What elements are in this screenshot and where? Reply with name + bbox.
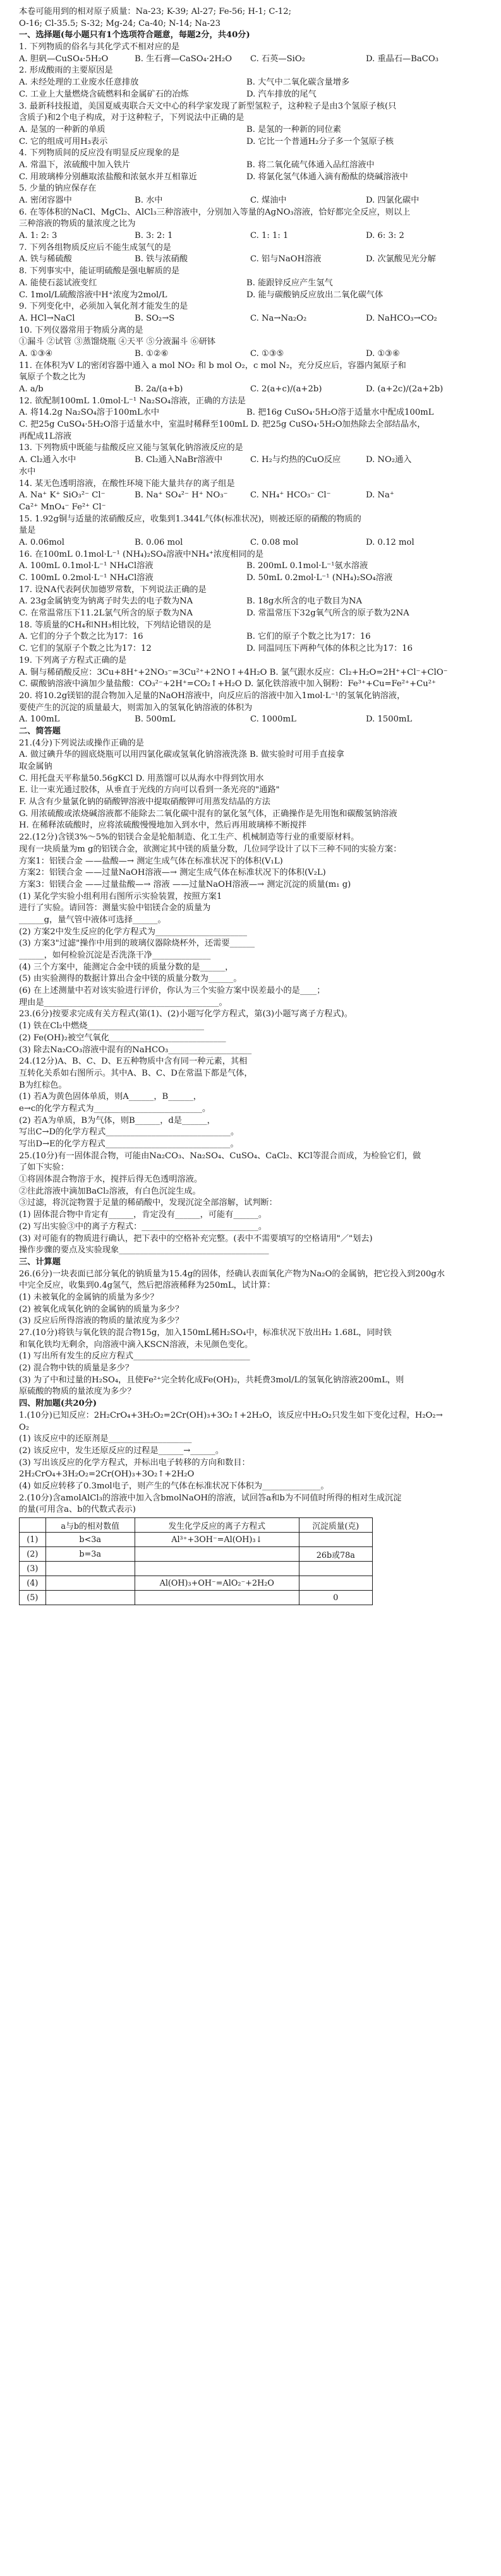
option-item: C. 用玻璃棒分别蘸取浓盐酸和浓氨水并互相靠近 <box>19 172 197 182</box>
table-cell: b<3a <box>45 1533 135 1547</box>
text-line: C. 把25g CuSO₄·5H₂O溶于适量水中，室温时稀释至100mL D. 把25g CuSO₄·5H₂O加热除去全部结晶水， <box>19 420 426 430</box>
section-heading: 二、简答题 <box>19 726 61 736</box>
table-row <box>20 1547 373 1562</box>
text-line: (3) 方案3"过滤"操作中用到的玻璃仪器除烧杯外，还需要______ <box>19 939 255 949</box>
blank-space <box>19 1608 483 1668</box>
option-item: A. HCl→NaCl <box>19 313 75 323</box>
option-item: C. 100mL 0.2mol·L⁻¹ NH₄Cl溶液 <box>19 573 154 583</box>
option-item: C. 0.08 mol <box>250 537 299 547</box>
text-line: 了如下实验： <box>19 1163 69 1173</box>
option-row <box>19 172 483 184</box>
text-line: 19. 下列离子方程式正确的是 <box>19 655 127 665</box>
option-item: A. 胆矾—CuSO₄·5H₂O <box>19 54 109 64</box>
option-item: A. 100mL 0.1mol·L⁻¹ NH₄Cl溶液 <box>19 561 154 571</box>
text-line: 进行了实验。请回答：测量实验中铝镁合金的质量为 <box>19 903 211 913</box>
option-item: A. 是氢的一种新的单质 <box>19 124 106 134</box>
text-line: 15. 1.92g铜与适量的浓硝酸反应，收集到1.344L气体(标准状况)，则被还原的硝酸的物质的 <box>19 514 361 524</box>
option-item: C. 工业上大量燃烧含硫燃料和金属矿石的冶炼 <box>19 89 189 99</box>
text-line: 和氧化铁均无剩余，向溶液中滴入KSCN溶液，未见颜色变化。 <box>19 1339 253 1350</box>
table-row <box>20 1591 373 1605</box>
text-line: (5) 由实验测得的数据计算出合金中镁的质量分数为______。 <box>19 974 242 984</box>
text-line: 取金属钠 <box>19 762 52 771</box>
option-row <box>19 54 483 66</box>
option-item: B. 200mL 0.1mol·L⁻¹氨水溶液 <box>246 561 368 571</box>
option-item: D. 次氯酸见光分解 <box>366 254 436 264</box>
text-line: C. 碳酸钠溶液中滴加少量盐酸：CO₃²⁻+2H⁺=CO₂↑+H₂O D. 氯化铁溶液中加入铜粉：Fe³⁺+Cu=Fe²⁺+Cu²⁺ <box>19 679 436 689</box>
text-line: (1) 未被氧化的金属钠的质量为多少？ <box>19 1292 159 1302</box>
option-item: D. 将氯化氢气体通入滴有酚酞的烧碱溶液中 <box>246 172 408 182</box>
option-item: B. 2a/(a+b) <box>135 384 183 394</box>
table-cell: (4) <box>20 1576 46 1591</box>
option-item: D. NO₂通入 <box>366 455 412 465</box>
option-item: D. 它比一个普通H₂分子多一个氢原子核 <box>246 136 394 146</box>
option-item: B. 把16g CuSO₄·5H₂O溶于适量水中配成100mL <box>246 408 434 418</box>
text-line: 22.(12分)含镁3%～5%的铝镁合金是轮船制造、化工生产、机械制造等行业的重要原材料。 <box>19 833 359 843</box>
option-item: D. 四氯化碳中 <box>366 196 420 205</box>
option-item: D. (a+2c)/(2a+2b) <box>366 384 444 394</box>
text-line: A. 做过碘升华的圆底烧瓶可以用四氯化碳或氢氧化钠溶液洗涤 B. 做实验时可用手直接拿 <box>19 750 344 760</box>
section-heading: 一、选择题(每小题只有1个选项符合题意，每题2分，共40分) <box>19 30 250 40</box>
option-item: B. 0.06 mol <box>135 537 183 547</box>
text-line: 水中 <box>19 466 36 477</box>
text-line: 9. 下列变化中，必须加入氧化剂才能发生的是 <box>19 302 188 312</box>
option-item: C. 煤油中 <box>250 196 287 205</box>
table-cell: (1) <box>20 1533 46 1547</box>
option-row <box>19 384 483 396</box>
option-item: C. ①③⑤ <box>250 348 284 359</box>
table-cell <box>299 1533 372 1547</box>
text-line: 18. 等质量的CH₄和NH₃相比较，下列结论错误的是 <box>19 620 212 630</box>
option-item: C. 它们的氢原子个数之比为17：12 <box>19 644 152 654</box>
text-line: 理由是__________________________________________。 <box>19 997 227 1007</box>
table-cell <box>45 1591 135 1605</box>
text-line: (3) 对可能有的物质进行确认，把下表中的空格补充完整。(表中不需要填写的空格请用"／"划去) <box>19 1233 373 1243</box>
text-line: 再配成1L溶液 <box>19 431 72 441</box>
option-row <box>19 290 483 302</box>
text-line: O-16; Cl-35.5; S-32; Mg-24; Ca-40; N-14; Na-23 <box>19 18 221 28</box>
option-item: A. 能使石蕊试液变红 <box>19 278 97 288</box>
option-row <box>19 89 483 101</box>
text-line: 10. 下列仪器常用于物质分离的是 <box>19 325 143 335</box>
text-line: 方案1：铝镁合金 ——盐酸—→ 测定生成气体在标准状况下的体积(V₁L) <box>19 856 283 866</box>
option-row <box>19 537 483 549</box>
text-line: H. 在稀释浓硫酸时，应将浓硫酸慢慢地加入到水中，然后再用玻璃棒不断搅拌 <box>19 821 307 831</box>
option-item: A. 100mL <box>19 715 60 725</box>
table-cell: 26b或78a <box>299 1547 372 1562</box>
option-item: B. 将二氧化硫气体通入品红溶液中 <box>246 160 375 170</box>
option-row <box>19 490 483 502</box>
text-line: (1) 该反应中的还原剂是____________________ <box>19 1434 192 1444</box>
text-line: 12. 欲配制100mL 1.0mol·L⁻¹ Na₂SO₄溶液，正确的方法是 <box>19 396 246 406</box>
text-line: 11. 在体积为V L的密闭容器中通入 a mol NO₂ 和 b mol O₂，c mol N₂，充分反应后，容器内氮原子和 <box>19 360 406 371</box>
table-cell <box>45 1562 135 1576</box>
text-line: A. 铜与稀硝酸反应：3Cu+8H⁺+2NO₃⁻=3Cu²⁺+2NO↑+4H₂O B. 氯气跟水反应：Cl₂+H₂O=2H⁺+Cl⁻+ClO⁻ <box>19 667 448 677</box>
text-line: 原硫酸的物质的量浓度为多少？ <box>19 1387 136 1397</box>
option-item: D. 汽车排放的尾气 <box>246 89 317 99</box>
option-item: C. 1mol/L硫酸溶液中H⁺浓度为2mol/L <box>19 290 167 300</box>
option-row <box>19 77 483 89</box>
option-item: A. 未经处理的工业废水任意排放 <box>19 78 139 88</box>
text-line: 方案3：铝镁合金 ——过量盐酸—→ 溶液 ——过量NaOH溶液—→ 测定沉淀的质量(m₁ g) <box>19 879 351 889</box>
option-item: C. NH₄⁺ HCO₃⁻ Cl⁻ <box>250 490 331 501</box>
text-line: 23.(6分)按要求完成有关方程式(第(1)、(2)小题写化学方程式，第(3)小题写离子方程式)。 <box>19 1009 353 1019</box>
answer-table <box>19 1517 373 1605</box>
option-item: C. 2(a+c)/(a+2b) <box>250 384 322 394</box>
text-line: 量是 <box>19 526 36 536</box>
text-line: (1) 某化学实验小组利用右图所示实验装置，按照方案1 <box>19 891 222 901</box>
option-item: B. 3: 2: 1 <box>135 231 173 241</box>
option-item: B. 水中 <box>135 196 163 205</box>
option-row <box>19 230 483 242</box>
text-line: (2) 混合物中铁的质量是多少？ <box>19 1363 134 1374</box>
text-line: G. 用浓硫酸或浓烧碱溶液都不能除去二氧化碳中混有的氯化氢气体，正确操作是先用饱和碳酸氢钠溶液 <box>19 809 397 819</box>
table-row <box>20 1533 373 1547</box>
text-line: 2H₂CrO₄+3H₂O₂=2Cr(OH)₃+3O₂↑+2H₂O <box>19 1469 195 1480</box>
option-item: B. 它们的原子个数之比为17：16 <box>246 632 371 642</box>
text-line: (2) Fe(OH)₂被空气氧化____________________________ <box>19 1033 226 1043</box>
option-item: A. Cl₂通入水中 <box>19 455 76 465</box>
table-cell: (3) <box>20 1562 46 1576</box>
text-line: 26.(6分)一块表面已部分氧化的钠质量为15.4g的固体，经确认表面氧化产物为Na₂O的金属钠，把它投入到200g水 <box>19 1269 445 1279</box>
text-line: (4) 如反应转移了0.3mol电子，则产生的气体在标准状况下体积为______________。 <box>19 1481 329 1491</box>
text-line: O₂ <box>19 1422 30 1432</box>
option-row <box>19 348 483 360</box>
option-item: D. 常温常压下32g氧气所含的原子数为2NA <box>246 608 409 619</box>
text-line: 氧原子个数之比为 <box>19 372 86 383</box>
text-line: 2.(10分)含amolAlCl₃的溶液中加入含bmolNaOH的溶液，试回答a和b为不同值时所得的相对生成沉淀 <box>19 1493 402 1503</box>
option-item: B. ①②⑥ <box>135 348 169 359</box>
text-line: ______g，量气管中液体可选择______。 <box>19 915 166 925</box>
table-cell: (5) <box>20 1591 46 1605</box>
option-item: D. 1500mL <box>366 715 413 725</box>
option-item: C. H₂与灼热的CuO反应 <box>250 455 341 465</box>
option-item: A. 铁与稀硫酸 <box>19 254 72 264</box>
option-item: C. 1000mL <box>250 715 296 725</box>
table-header-cell <box>20 1518 46 1533</box>
option-item: A. a/b <box>19 384 44 394</box>
option-item: A. 密闭容器中 <box>19 196 72 205</box>
option-row <box>19 254 483 266</box>
text-line: 要使产生的沉淀的质量最大，则需加入的氢氧化钠溶液的体积为 <box>19 703 253 713</box>
option-row <box>19 195 483 207</box>
option-item: A. Na⁺ K⁺ SiO₃²⁻ Cl⁻ <box>19 490 106 501</box>
table-cell <box>135 1591 299 1605</box>
option-item: B. SO₂→S <box>135 313 175 323</box>
option-item: B. Cl₂通入NaBr溶液中 <box>135 455 223 465</box>
option-item: A. 常温下，浓硫酸中加入铁片 <box>19 160 131 170</box>
option-item: B. 是氢的一种新的同位素 <box>246 124 341 134</box>
table-cell <box>299 1562 372 1576</box>
text-line: 的量(可用含a、b的代数式表示) <box>19 1505 136 1515</box>
option-item: D. NaHCO₃→CO₂ <box>366 313 437 323</box>
option-row <box>19 608 483 620</box>
text-line: (3) 反应后所得溶液的物质的量浓度为多少？ <box>19 1316 184 1326</box>
option-item: A. 0.06mol <box>19 537 64 547</box>
option-item: D. 50mL 0.2mol·L⁻¹ (NH₄)₂SO₄溶液 <box>246 573 393 583</box>
text-line: 3. 最新科技报道，美国夏威夷联合天文中心的科学家发现了新型氢粒子，这种粒子是由3个氢原子核(只 <box>19 101 397 111</box>
option-row <box>19 136 483 148</box>
option-item: D. 能与碳酸钠反应放出二氧化碳气体 <box>246 290 383 300</box>
text-line: (3) 写出该反应的化学方程式，并标出电子转移的方向和数目： <box>19 1457 250 1468</box>
text-line: 8. 下列事实中，能证明硫酸是强电解质的是 <box>19 266 180 276</box>
text-line: (1) 固体混合物中肯定有______，肯定没有______，可能有______。 <box>19 1210 267 1220</box>
table-cell: Al³⁺+3OH⁻=Al(OH)₃↓ <box>135 1533 299 1547</box>
text-line: (4) 三个方案中，能测定合金中镁的质量分数的是______， <box>19 962 234 972</box>
option-item: A. ①③④ <box>19 348 53 359</box>
text-line: 27.(10分)将铁与氧化铁的混合物15g，加入150mL稀H₂SO₄中，标准状况下放出H₂ 1.68L，同时铁 <box>19 1328 392 1338</box>
text-line: (1) 铁在Cl₂中燃烧____________________________ <box>19 1021 205 1031</box>
option-item: D. 6: 3: 2 <box>366 231 404 241</box>
table-cell <box>135 1547 299 1562</box>
option-row <box>19 124 483 136</box>
section-heading: 三、计算题 <box>19 1257 61 1267</box>
table-header-cell: a与b的相对数值 <box>45 1518 135 1533</box>
text-line: 现有一块质量为m g的铝镁合金，欲测定其中镁的质量分数，几位同学设计了以下三种不同的实验方案： <box>19 844 402 854</box>
option-item: A. 将14.2g Na₂SO₄溶于100mL水中 <box>19 408 160 418</box>
option-item: C. 铝与NaOH溶液 <box>250 254 322 264</box>
text-line: 写出C→D的化学方程式______________________________。 <box>19 1127 239 1137</box>
text-line: 13. 下列物质中既能与盐酸反应又能与氢氧化钠溶液反应的是 <box>19 443 243 453</box>
table-body <box>20 1533 373 1605</box>
option-item: C. 1: 1: 1 <box>250 231 289 241</box>
table-header-row <box>20 1518 373 1533</box>
text-line: 16. 在100mL 0.1mol·L⁻¹ (NH₄)₂SO₄溶液中NH₄⁺浓度相同的是 <box>19 549 264 559</box>
text-line: 21.(4分)下列说法或操作正确的是 <box>19 738 144 748</box>
table-row <box>20 1562 373 1576</box>
option-row <box>19 596 483 608</box>
option-row <box>19 313 483 325</box>
option-row <box>19 407 483 419</box>
text-line: (2) 方案2中发生反应的化学方程式为______________________ <box>19 927 247 937</box>
text-line: 6. 在等体积的NaCl、MgCl₂、AlCl₃三种溶液中，分别加入等量的AgNO₃溶液，恰好都完全反应，则以上 <box>19 207 411 217</box>
option-row <box>19 631 483 643</box>
text-line: (1) 写出所有发生的反应方程式____________________________ <box>19 1351 250 1362</box>
option-item: A. 1: 2: 3 <box>19 231 57 241</box>
option-item: B. 铁与浓硝酸 <box>135 254 188 264</box>
text-line: 操作步骤的要点及实验现象____________________________________ <box>19 1245 269 1255</box>
option-item: C. 它的组成可用H₃表示 <box>19 136 108 146</box>
text-line: (2) 被氧化成氧化钠的金属钠的质量为多少？ <box>19 1304 184 1314</box>
option-item: A. 它们的分子个数之比为17：16 <box>19 632 143 642</box>
text-line: 写出D→E的化学方程式______________________________。 <box>19 1139 239 1149</box>
text-line: (6) 在上述测量中若对该实验进行评价，你认为三个实验方案中误差最小的是____； <box>19 986 325 996</box>
option-item: B. 大气中二氧化碳含量增多 <box>246 78 350 88</box>
text-line: ①将固体混合物溶于水，搅拌后得无色透明溶液。 <box>19 1175 203 1185</box>
text-line: 2. 形成酸雨的主要原因是 <box>19 66 113 76</box>
text-line: 24.(12分)A、B、C、D、E五种物质中含有同一种元素，其相 <box>19 1057 248 1067</box>
table-cell: (2) <box>20 1547 46 1562</box>
text-line: ②往此溶液中滴加BaCl₂溶液，有白色沉淀生成。 <box>19 1186 201 1196</box>
option-item: C. Na→Na₂O₂ <box>250 313 307 323</box>
text-line: E. 让一束光通过胶体，从垂直于光线的方向可以看到一条光亮的"通路" <box>19 785 280 795</box>
text-line: 互转化关系如右图所示。其中A、B、C、D在常温下都是气体， <box>19 1068 253 1078</box>
text-line: B为红棕色。 <box>19 1080 67 1090</box>
exam-text <box>19 6 483 1516</box>
option-item: C. 石英—SiO₂ <box>250 54 305 64</box>
table-cell: Al(OH)₃+OH⁻=AlO₂⁻+2H₂O <box>135 1576 299 1591</box>
text-line: (3) 除去Na₂CO₃溶液中混有的NaHCO₃____________________ <box>19 1045 252 1055</box>
option-item: B. 18g水所含的电子数目为NA <box>246 597 363 607</box>
option-item: C. 在常温常压下11.2L氯气所含的原子数为NA <box>19 608 193 619</box>
text-line: 7. 下列各组物质反应后不能生成氢气的是 <box>19 242 171 252</box>
option-item: B. 能跟锌反应产生氢气 <box>246 278 333 288</box>
option-row <box>19 643 483 655</box>
text-line: (2) 若A为单质，B为气体，则B______，d是______， <box>19 1115 215 1125</box>
text-line: (3) 为了中和过量的H₂SO₄，且使Fe²⁺完全转化成Fe(OH)₂，共耗费3mol/L的氢氧化钠溶液200mL，则 <box>19 1375 404 1385</box>
text-line: 三种溶液的物质的量浓度之比为 <box>19 219 136 229</box>
text-line: 1. 下列物质的俗名与其化学式不相对应的是 <box>19 42 180 52</box>
option-item: A. 23g金属钠变为钠离子时失去的电子数为NA <box>19 597 193 607</box>
option-row <box>19 714 483 726</box>
text-line: 含质子)和2个电子构成，对于这种粒子，下列说法中正确的是 <box>19 113 244 123</box>
option-row <box>19 454 483 466</box>
text-line: 20. 将10.2g镁铝的混合物加入足量的NaOH溶液中，向反应后的溶液中加入1mol·L⁻¹的氢氧化钠溶液， <box>19 691 406 701</box>
text-line: ______，如何检验沉淀是否洗涤干净______________ <box>19 951 211 960</box>
option-row <box>19 278 483 290</box>
option-item: D. 重晶石—BaCO₃ <box>366 54 438 64</box>
section-heading: 四、附加题(共20分) <box>19 1399 97 1409</box>
option-item: B. 500mL <box>135 715 176 725</box>
option-row <box>19 573 483 585</box>
text-line: ①漏斗 ②试管 ③蒸馏烧瓶 ④天平 ⑤分液漏斗 ⑥研钵 <box>19 337 216 347</box>
exam-document <box>19 6 483 1668</box>
table-cell: b=3a <box>45 1547 135 1562</box>
text-line: 方案2：铝镁合金 ——过量NaOH溶液—→ 测定生成气体在标准状况下的体积(V₂L) <box>19 868 326 878</box>
option-row <box>19 561 483 573</box>
table-cell <box>299 1576 372 1591</box>
text-line: C. 用托盘天平称量50.56gKCl D. 用蒸馏可以从海水中得到饮用水 <box>19 773 264 783</box>
text-line: 本卷可能用到的相对原子质量：Na-23; K-39; Al-27; Fe-56; H-1; C-12; <box>19 7 292 16</box>
text-line: F. 从含有少量氯化钠的硝酸钾溶液中提取硝酸钾可用蒸发结晶的方法 <box>19 797 270 807</box>
text-line: 中完全反应，收集到0.4g氢气，然后把溶液稀释为250mL，试计算： <box>19 1281 275 1291</box>
text-line: (2) 写出实验③中的离子方程式：____________________________。 <box>19 1221 267 1232</box>
text-line: e→c的化学方程式为__________________________。 <box>19 1103 211 1113</box>
text-line: 14. 某无色透明溶液，在酸性环境下能大量共存的离子组是 <box>19 478 235 489</box>
text-line: 1.(10分)已知反应：2H₂CrO₄+3H₂O₂=2Cr(OH)₃+3O₂↑+2H₂O，该反应中H₂O₂只发生如下变化过程，H₂O₂→ <box>19 1410 443 1420</box>
table-cell <box>135 1562 299 1576</box>
table-row <box>20 1576 373 1591</box>
text-line: ③过滤，将沉淀物置于足量的稀硝酸中，发现沉淀全部溶解，试判断： <box>19 1198 277 1208</box>
text-line: 4. 下列物质间的反应没有明显反应现象的是 <box>19 148 180 158</box>
table-cell <box>45 1576 135 1591</box>
table-header-cell: 发生化学反应的离子方程式 <box>135 1518 299 1533</box>
option-item: B. Na⁺ SO₄²⁻ H⁺ NO₃⁻ <box>135 490 228 501</box>
option-row <box>19 160 483 172</box>
option-item: D. 同温同压下两种气体的体积之比为17：16 <box>246 644 413 654</box>
table-header-cell: 沉淀质量(克) <box>299 1518 372 1533</box>
text-line: 17. 设NA代表阿伏加德罗常数，下列说法正确的是 <box>19 585 207 595</box>
option-item: B. 生石膏—CaSO₄·2H₂O <box>135 54 232 64</box>
text-line: 25.(10分)有一固体混合物，可能由Na₂CO₃、Na₂SO₄、CuSO₄、CaCl₂、KCl等混合而成，为检验它们，做 <box>19 1151 421 1161</box>
text-line: (1) 若A为黄色固体单质，则A______，B______， <box>19 1092 202 1102</box>
text-line: (2) 该反应中，发生还原反应的过程是______→______。 <box>19 1445 224 1456</box>
option-item: D. Na⁺ <box>366 490 394 501</box>
option-item: D. ①③⑥ <box>366 348 400 359</box>
text-line: 5. 少量的钠应保存在 <box>19 184 97 194</box>
text-line: Ca²⁺ MnO₄⁻ Fe²⁺ Cl⁻ <box>19 502 106 512</box>
table-cell: 0 <box>299 1591 372 1605</box>
option-item: D. 0.12 mol <box>366 537 414 547</box>
